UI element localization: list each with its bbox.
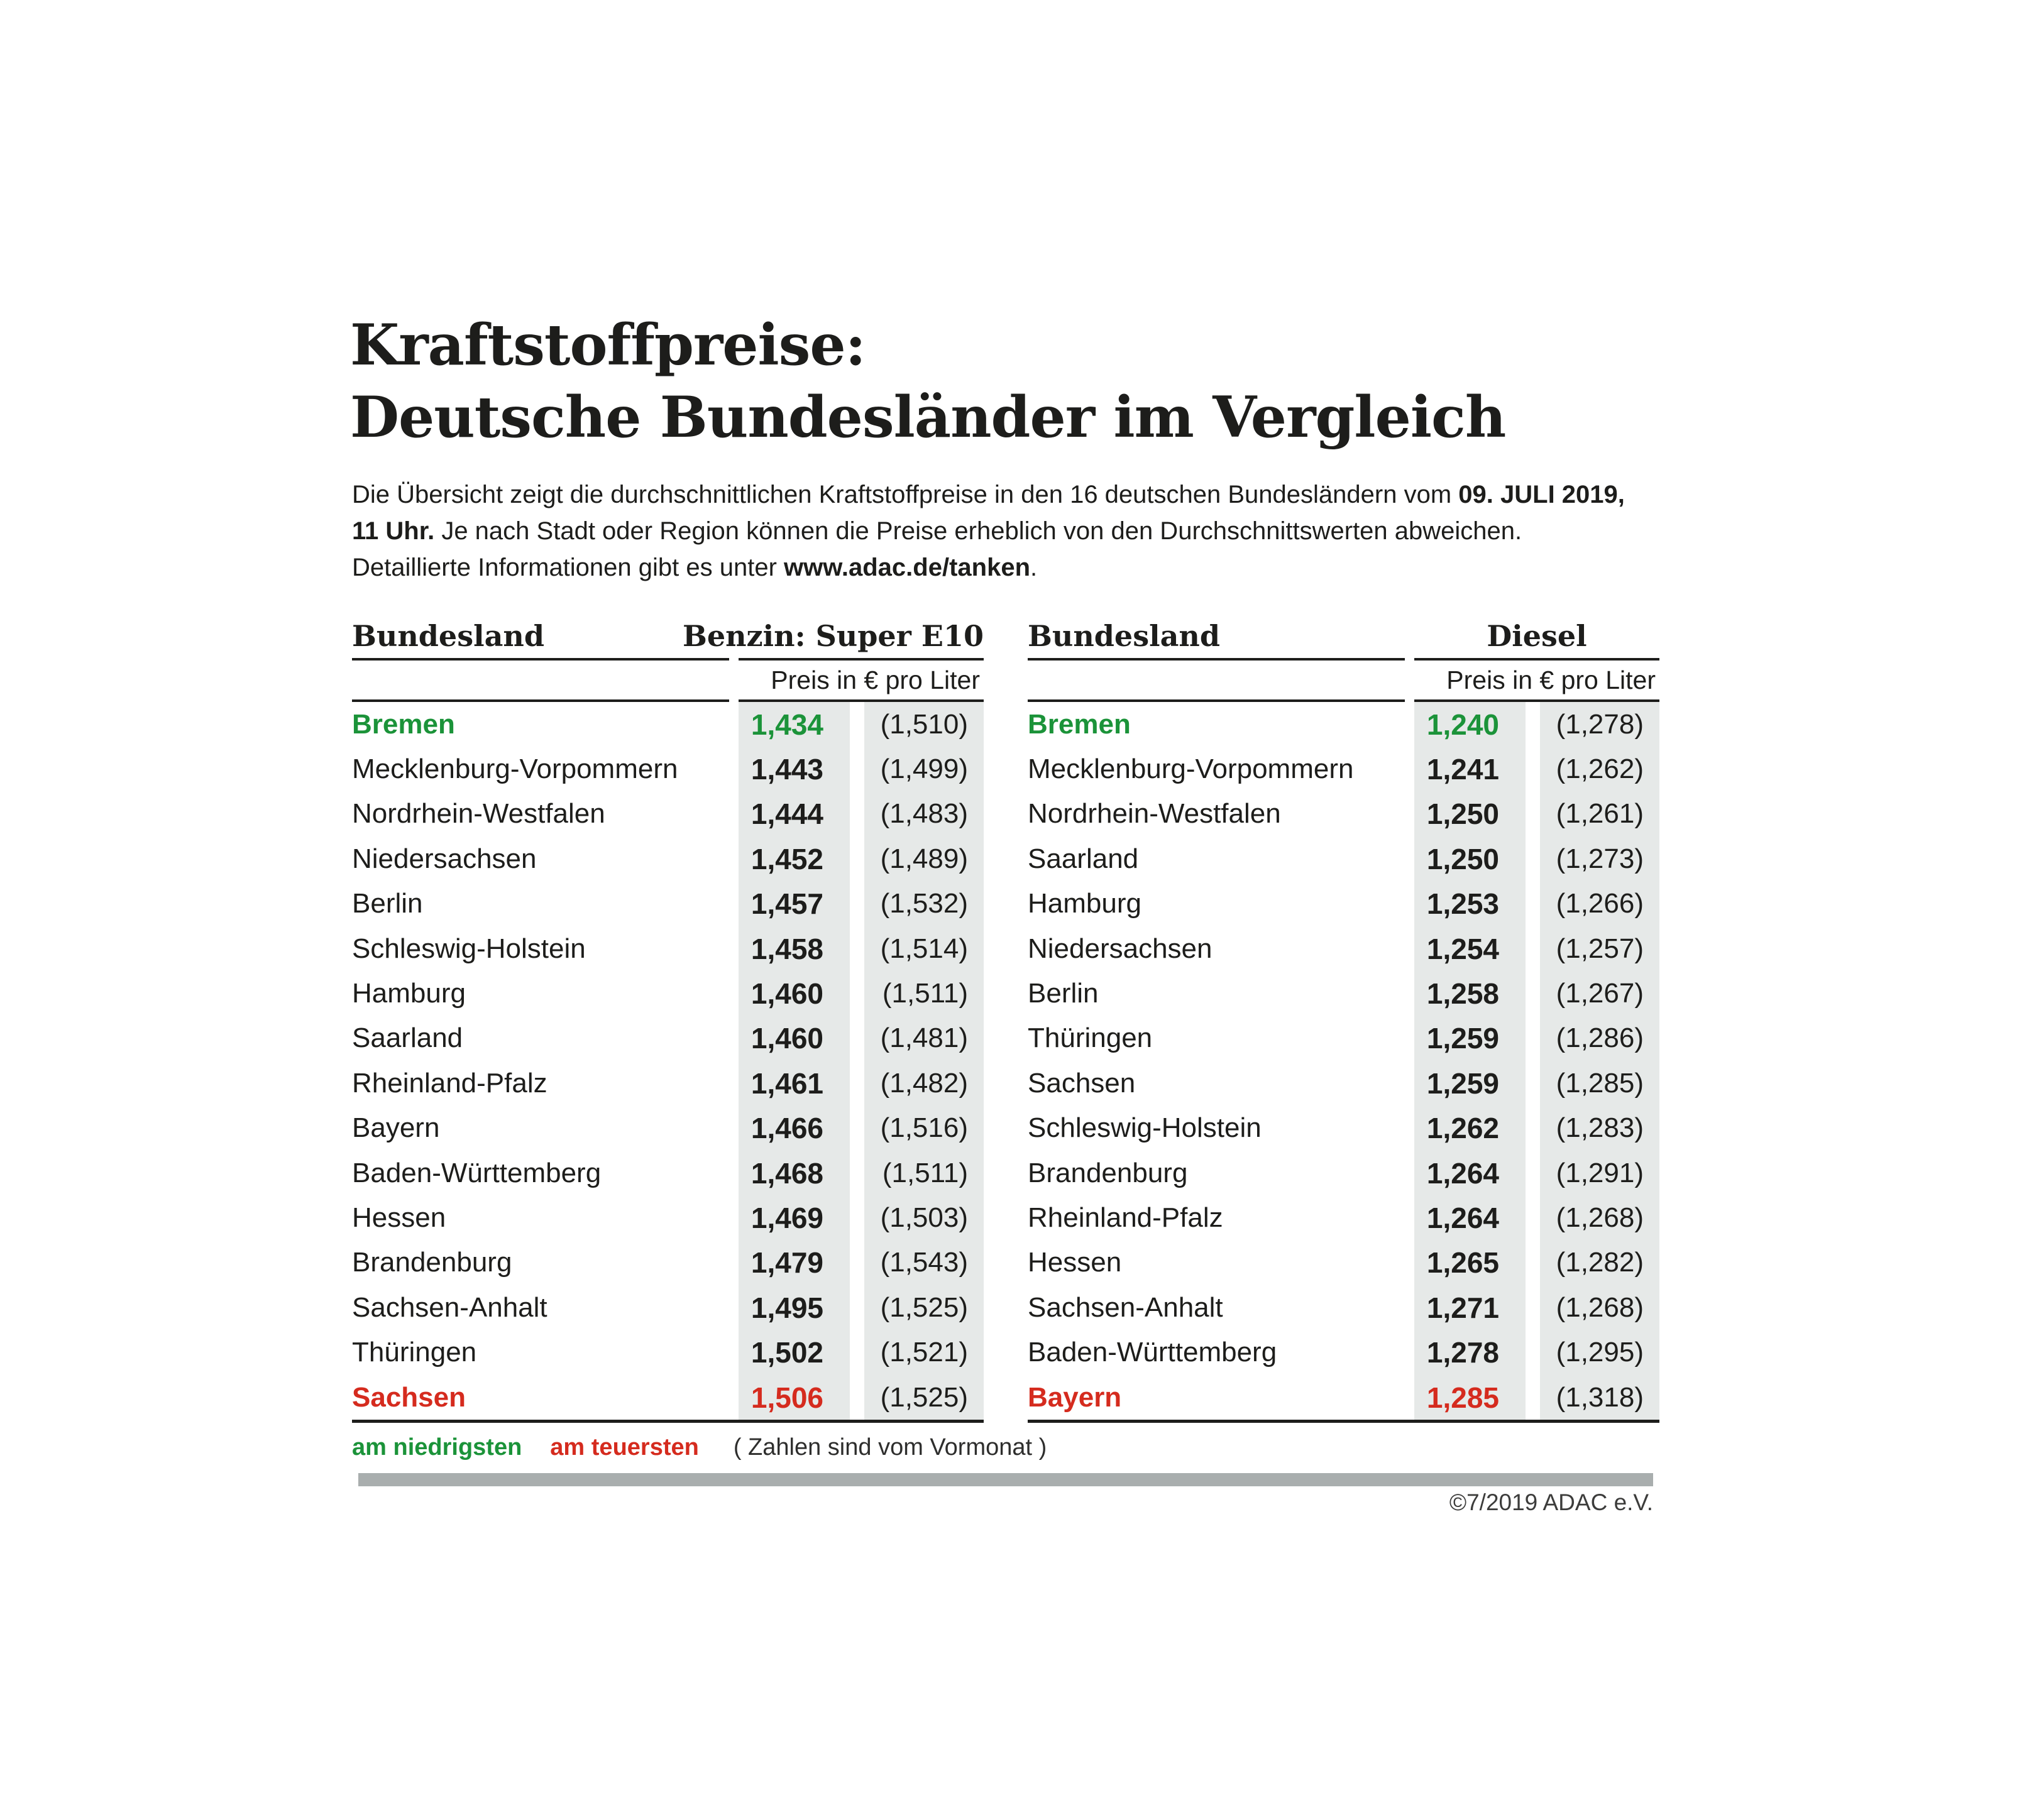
current-price: 1,461 <box>751 1066 823 1100</box>
previous-month-price: (1,489) <box>880 843 968 874</box>
state-name: Schleswig-Holstein <box>352 933 586 964</box>
state-name: Sachsen-Anhalt <box>352 1291 547 1323</box>
benzin-table-rows <box>352 702 984 1420</box>
state-name: Bayern <box>352 1112 440 1144</box>
divider-bar <box>358 1473 1653 1486</box>
legend-note: ( Zahlen sind vom Vormonat ) <box>733 1434 1047 1461</box>
intro-text <box>352 476 1625 586</box>
previous-month-price: (1,268) <box>1556 1291 1644 1323</box>
current-price: 1,460 <box>751 977 823 1011</box>
previous-month-price: (1,291) <box>1556 1157 1644 1188</box>
state-name: Brandenburg <box>352 1247 512 1278</box>
table-row <box>1028 1330 1659 1374</box>
previous-month-price: (1,273) <box>1556 843 1644 874</box>
table-row <box>352 1195 984 1240</box>
state-name: Saarland <box>352 1022 463 1054</box>
previous-month-price: (1,525) <box>880 1291 968 1323</box>
state-name: Hamburg <box>352 978 466 1009</box>
table-row <box>352 1106 984 1151</box>
page-title-line2: Deutsche Bundesländer im Vergleich <box>350 384 1506 451</box>
previous-month-price: (1,543) <box>880 1247 968 1278</box>
legend-lowest-label: am niedrigsten <box>352 1434 522 1461</box>
current-price: 1,452 <box>751 842 823 875</box>
previous-month-price: (1,516) <box>880 1112 968 1144</box>
current-price: 1,258 <box>1426 977 1499 1011</box>
table-row <box>1028 1195 1659 1240</box>
state-name: Mecklenburg-Vorpommern <box>1028 754 1354 785</box>
table-row <box>352 1241 984 1285</box>
header-rule <box>1414 658 1659 661</box>
current-price: 1,466 <box>751 1112 823 1145</box>
previous-month-price: (1,262) <box>1556 754 1644 785</box>
previous-month-price: (1,481) <box>880 1022 968 1054</box>
state-name: Berlin <box>352 888 423 919</box>
state-name: Baden-Württemberg <box>1028 1337 1277 1368</box>
intro-bold-segment: 11 Uhr. <box>352 517 435 545</box>
legend-highest-label: am teuersten <box>550 1434 699 1461</box>
current-price: 1,460 <box>751 1022 823 1055</box>
state-name: Rheinland-Pfalz <box>1028 1202 1223 1233</box>
table-row <box>352 1375 984 1420</box>
current-price: 1,254 <box>1426 932 1499 965</box>
current-price: 1,271 <box>1426 1291 1499 1324</box>
table-row <box>1028 836 1659 881</box>
previous-month-price: (1,261) <box>1556 798 1644 830</box>
table-row <box>1028 1241 1659 1285</box>
table-bottom-rule <box>352 1420 984 1423</box>
copyright-text: ©7/2019 ADAC e.V. <box>1449 1489 1653 1515</box>
previous-month-price: (1,266) <box>1556 888 1644 919</box>
previous-month-price: (1,285) <box>1556 1067 1644 1099</box>
previous-month-price: (1,286) <box>1556 1022 1644 1054</box>
current-price: 1,253 <box>1426 887 1499 921</box>
state-name: Bremen <box>1028 708 1131 740</box>
previous-month-price: (1,283) <box>1556 1112 1644 1144</box>
state-name: Brandenburg <box>1028 1157 1188 1188</box>
benzin-column-header-bundesland: Bundesland <box>352 619 544 653</box>
state-name: Hessen <box>352 1202 446 1233</box>
table-row <box>1028 792 1659 836</box>
previous-month-price: (1,267) <box>1556 978 1644 1009</box>
intro-segment: Detaillierte Informationen gibt es unter <box>352 554 784 581</box>
table-row <box>1028 702 1659 747</box>
state-name: Hamburg <box>1028 888 1141 919</box>
table-row <box>1028 1375 1659 1420</box>
diesel-column-header-fuel: Diesel <box>1487 619 1587 653</box>
table-row <box>352 1330 984 1374</box>
table-row <box>352 971 984 1016</box>
table-row <box>1028 882 1659 926</box>
previous-month-price: (1,295) <box>1556 1337 1644 1368</box>
intro-bold-segment: www.adac.de/tanken <box>784 554 1031 581</box>
table-row <box>352 702 984 747</box>
table-row <box>352 926 984 971</box>
intro-line <box>352 513 1625 549</box>
state-name: Baden-Württemberg <box>352 1157 602 1188</box>
current-price: 1,444 <box>751 798 823 831</box>
current-price: 1,265 <box>1426 1246 1499 1280</box>
page-title-line1: Kraftstoffpreise: <box>350 312 866 378</box>
table-row <box>1028 971 1659 1016</box>
previous-month-price: (1,503) <box>880 1202 968 1233</box>
current-price: 1,241 <box>1426 753 1499 786</box>
previous-month-price: (1,483) <box>880 798 968 830</box>
previous-month-price: (1,282) <box>1556 1247 1644 1278</box>
state-name: Nordrhein-Westfalen <box>1028 798 1281 830</box>
state-name: Niedersachsen <box>352 843 537 874</box>
table-row <box>352 882 984 926</box>
state-name: Thüringen <box>1028 1022 1153 1054</box>
diesel-column-header-bundesland: Bundesland <box>1028 619 1220 653</box>
state-name: Schleswig-Holstein <box>1028 1112 1262 1144</box>
benzin-column-header-fuel: Benzin: Super E10 <box>682 619 984 653</box>
previous-month-price: (1,268) <box>1556 1202 1644 1233</box>
current-price: 1,264 <box>1426 1201 1499 1234</box>
table-row <box>1028 926 1659 971</box>
diesel-table <box>1028 619 1659 1430</box>
state-name: Berlin <box>1028 978 1099 1009</box>
current-price: 1,468 <box>751 1156 823 1190</box>
current-price: 1,443 <box>751 753 823 786</box>
page-title <box>350 309 1505 454</box>
previous-month-price: (1,525) <box>880 1381 968 1413</box>
state-name: Saarland <box>1028 843 1139 874</box>
diesel-table-rows <box>1028 702 1659 1420</box>
previous-month-price: (1,278) <box>1556 708 1644 740</box>
previous-month-price: (1,521) <box>880 1337 968 1368</box>
state-name: Mecklenburg-Vorpommern <box>352 754 678 785</box>
table-row <box>1028 1151 1659 1195</box>
legend <box>352 1434 1047 1461</box>
table-row <box>352 1016 984 1061</box>
state-name: Rheinland-Pfalz <box>352 1067 547 1099</box>
table-row <box>352 747 984 791</box>
current-price: 1,495 <box>751 1291 823 1324</box>
state-name: Nordrhein-Westfalen <box>352 798 605 830</box>
previous-month-price: (1,318) <box>1556 1381 1644 1413</box>
header-rule <box>739 658 984 661</box>
table-bottom-rule <box>1028 1420 1659 1423</box>
state-name: Sachsen <box>1028 1067 1136 1099</box>
state-name: Sachsen <box>352 1381 466 1413</box>
current-price: 1,250 <box>1426 842 1499 875</box>
previous-month-price: (1,257) <box>1556 933 1644 964</box>
benzin-table <box>352 619 984 1430</box>
previous-month-price: (1,532) <box>880 888 968 919</box>
table-row <box>352 792 984 836</box>
table-row <box>1028 1016 1659 1061</box>
state-name: Sachsen-Anhalt <box>1028 1291 1223 1323</box>
current-price: 1,479 <box>751 1246 823 1280</box>
table-row <box>352 1151 984 1195</box>
intro-segment: Die Übersicht zeigt die durchschnittlichen Kraftstoffpreise in den 16 deutschen Bundesländern vom <box>352 481 1459 508</box>
state-name: Thüringen <box>352 1337 477 1368</box>
previous-month-price: (1,499) <box>880 754 968 785</box>
header-rule <box>352 658 729 661</box>
current-price: 1,259 <box>1426 1066 1499 1100</box>
table-row <box>1028 747 1659 791</box>
diesel-subheader: Preis in € pro Liter <box>1446 666 1656 694</box>
table-row <box>352 836 984 881</box>
table-row <box>1028 1106 1659 1151</box>
previous-month-price: (1,482) <box>880 1067 968 1099</box>
table-row <box>352 1061 984 1105</box>
current-price: 1,285 <box>1426 1381 1499 1414</box>
previous-month-price: (1,511) <box>882 1157 968 1188</box>
state-name: Niedersachsen <box>1028 933 1212 964</box>
state-name: Hessen <box>1028 1247 1122 1278</box>
intro-bold-segment: 09. JULI 2019, <box>1458 481 1625 508</box>
current-price: 1,502 <box>751 1336 823 1369</box>
intro-line <box>352 476 1625 513</box>
current-price: 1,259 <box>1426 1022 1499 1055</box>
current-price: 1,264 <box>1426 1156 1499 1190</box>
header-rule <box>1028 658 1405 661</box>
state-name: Bayern <box>1028 1381 1122 1413</box>
previous-month-price: (1,510) <box>880 708 968 740</box>
state-name: Bremen <box>352 708 455 740</box>
intro-segment: . <box>1030 554 1038 581</box>
current-price: 1,458 <box>751 932 823 965</box>
intro-segment: Je nach Stadt oder Region können die Preise erheblich von den Durchschnittswerten abweichen. <box>434 517 1522 545</box>
table-row <box>1028 1061 1659 1105</box>
current-price: 1,262 <box>1426 1112 1499 1145</box>
current-price: 1,506 <box>751 1381 823 1414</box>
current-price: 1,434 <box>751 708 823 741</box>
current-price: 1,250 <box>1426 798 1499 831</box>
table-row <box>1028 1285 1659 1330</box>
current-price: 1,457 <box>751 887 823 921</box>
previous-month-price: (1,514) <box>880 933 968 964</box>
previous-month-price: (1,511) <box>882 978 968 1009</box>
table-row <box>352 1285 984 1330</box>
current-price: 1,469 <box>751 1201 823 1234</box>
current-price: 1,278 <box>1426 1336 1499 1369</box>
intro-line <box>352 549 1625 586</box>
benzin-subheader: Preis in € pro Liter <box>771 666 980 694</box>
current-price: 1,240 <box>1426 708 1499 741</box>
